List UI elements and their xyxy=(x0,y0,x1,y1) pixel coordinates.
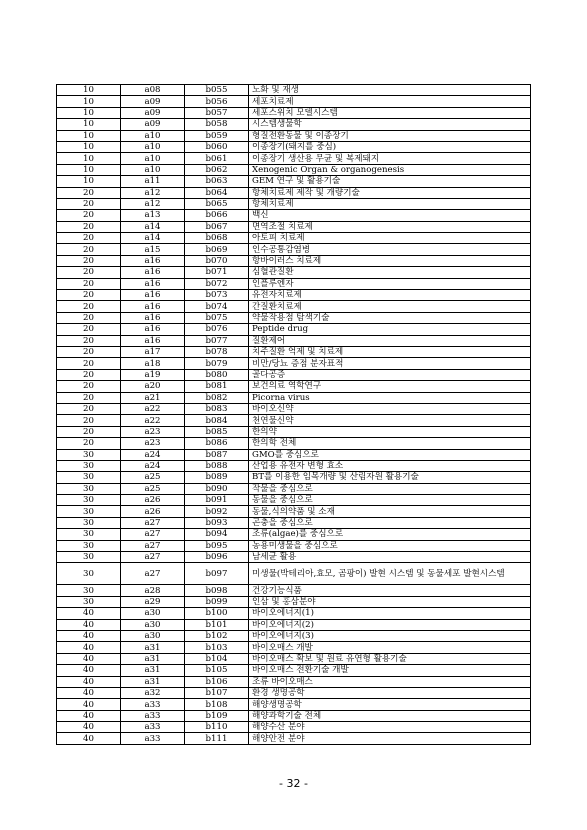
mid-code-cell: a27 xyxy=(121,540,185,551)
title-cell: 시스템생물학 xyxy=(249,119,531,130)
sub-code-cell: b078 xyxy=(185,346,249,357)
page-number: - 32 - xyxy=(279,777,308,790)
table-row xyxy=(57,290,531,301)
table-row xyxy=(57,710,531,721)
sub-code-cell: b062 xyxy=(185,164,249,175)
mid-code-cell: a12 xyxy=(121,198,185,209)
table-row xyxy=(57,85,531,96)
sub-code-cell: b055 xyxy=(185,85,249,96)
mid-code-cell: a33 xyxy=(121,722,185,733)
table-row xyxy=(57,312,531,323)
table-row xyxy=(57,596,531,607)
sub-code-cell: b066 xyxy=(185,210,249,221)
title-cell: 약물작용점 탐색기술 xyxy=(249,312,531,323)
level-code-cell: 30 xyxy=(57,495,121,506)
mid-code-cell: a15 xyxy=(121,244,185,255)
level-code-cell: 10 xyxy=(57,141,121,152)
table-row xyxy=(57,176,531,187)
sub-code-cell: b105 xyxy=(185,665,249,676)
table-row xyxy=(57,119,531,130)
sub-code-cell: b069 xyxy=(185,244,249,255)
title-cell: Peptide drug xyxy=(249,324,531,335)
title-cell: 노화 및 재생 xyxy=(249,85,531,96)
sub-code-cell: b096 xyxy=(185,552,249,563)
sub-code-cell: b077 xyxy=(185,335,249,346)
sub-code-cell: b085 xyxy=(185,426,249,437)
table-row xyxy=(57,699,531,710)
title-cell: 아토피 치료제 xyxy=(249,233,531,244)
table-row xyxy=(57,460,531,471)
title-cell: 간질환치료제 xyxy=(249,301,531,312)
level-code-cell: 40 xyxy=(57,608,121,619)
mid-code-cell: a13 xyxy=(121,210,185,221)
mid-code-cell: a29 xyxy=(121,596,185,607)
title-cell: 인수공통감염병 xyxy=(249,244,531,255)
title-cell: 인삼 및 홍삼분야 xyxy=(249,596,531,607)
title-cell: 바이오신약 xyxy=(249,403,531,414)
table-row xyxy=(57,687,531,698)
level-code-cell: 20 xyxy=(57,335,121,346)
sub-code-cell: b061 xyxy=(185,153,249,164)
level-code-cell: 40 xyxy=(57,676,121,687)
title-cell: 이종장기(돼지를 중심) xyxy=(249,141,531,152)
mid-code-cell: a21 xyxy=(121,392,185,403)
level-code-cell: 10 xyxy=(57,164,121,175)
sub-code-cell: b101 xyxy=(185,619,249,630)
title-cell: 인플루엔자 xyxy=(249,278,531,289)
sub-code-cell: b084 xyxy=(185,415,249,426)
table-row xyxy=(57,563,531,585)
mid-code-cell: a09 xyxy=(121,119,185,130)
table-row xyxy=(57,630,531,641)
table-row xyxy=(57,653,531,664)
level-code-cell: 20 xyxy=(57,369,121,380)
title-cell: 해양수산 분야 xyxy=(249,722,531,733)
level-code-cell: 30 xyxy=(57,449,121,460)
level-code-cell: 20 xyxy=(57,392,121,403)
table-row xyxy=(57,540,531,551)
mid-code-cell: a12 xyxy=(121,187,185,198)
title-cell: 농용미생물을 중심으로 xyxy=(249,540,531,551)
level-code-cell: 20 xyxy=(57,210,121,221)
sub-code-cell: b071 xyxy=(185,267,249,278)
title-cell: Xenogenic Organ & organogenesis xyxy=(249,164,531,175)
sub-code-cell: b057 xyxy=(185,107,249,118)
sub-code-cell: b104 xyxy=(185,653,249,664)
table-row xyxy=(57,210,531,221)
level-code-cell: 40 xyxy=(57,653,121,664)
level-code-cell: 20 xyxy=(57,312,121,323)
mid-code-cell: a31 xyxy=(121,665,185,676)
table-row xyxy=(57,335,531,346)
sub-code-cell: b080 xyxy=(185,369,249,380)
sub-code-cell: b073 xyxy=(185,290,249,301)
title-cell: 미생물(박테리아,효모, 곰팡이) 발현 시스템 및 동물세포 발현시스템 xyxy=(249,563,531,585)
sub-code-cell: b070 xyxy=(185,255,249,266)
mid-code-cell: a16 xyxy=(121,335,185,346)
level-code-cell: 10 xyxy=(57,130,121,141)
title-cell: Picorna virus xyxy=(249,392,531,403)
mid-code-cell: a17 xyxy=(121,346,185,357)
level-code-cell: 40 xyxy=(57,722,121,733)
table-row xyxy=(57,438,531,449)
table-row xyxy=(57,722,531,733)
sub-code-cell: b058 xyxy=(185,119,249,130)
title-cell: 바이오에너지(1) xyxy=(249,608,531,619)
level-code-cell: 10 xyxy=(57,107,121,118)
mid-code-cell: a22 xyxy=(121,415,185,426)
title-cell: 해양생명공학 xyxy=(249,699,531,710)
title-cell: 백신 xyxy=(249,210,531,221)
title-cell: BT를 이용한 임목개량 및 산림자원 활용기술 xyxy=(249,472,531,483)
mid-code-cell: a25 xyxy=(121,483,185,494)
table-row xyxy=(57,255,531,266)
mid-code-cell: a14 xyxy=(121,233,185,244)
mid-code-cell: a23 xyxy=(121,438,185,449)
table-row xyxy=(57,403,531,414)
level-code-cell: 30 xyxy=(57,517,121,528)
title-cell: 바이오매스 개발 xyxy=(249,642,531,653)
table-row xyxy=(57,324,531,335)
level-code-cell: 10 xyxy=(57,96,121,107)
level-code-cell: 30 xyxy=(57,472,121,483)
code-table xyxy=(56,84,531,745)
table-row xyxy=(57,278,531,289)
level-code-cell: 30 xyxy=(57,460,121,471)
level-code-cell: 40 xyxy=(57,733,121,744)
table-row xyxy=(57,415,531,426)
mid-code-cell: a11 xyxy=(121,176,185,187)
code-table-body xyxy=(57,85,531,745)
title-cell: 질환제어 xyxy=(249,335,531,346)
mid-code-cell: a19 xyxy=(121,369,185,380)
table-row xyxy=(57,244,531,255)
level-code-cell: 10 xyxy=(57,119,121,130)
table-row xyxy=(57,676,531,687)
mid-code-cell: a20 xyxy=(121,381,185,392)
title-cell: 해양과학기술 전체 xyxy=(249,710,531,721)
table-row xyxy=(57,642,531,653)
mid-code-cell: a14 xyxy=(121,221,185,232)
mid-code-cell: a33 xyxy=(121,699,185,710)
table-row xyxy=(57,346,531,357)
level-code-cell: 40 xyxy=(57,630,121,641)
table-row xyxy=(57,472,531,483)
title-cell: 비만/당뇨 증점 분자표적 xyxy=(249,358,531,369)
mid-code-cell: a32 xyxy=(121,687,185,698)
mid-code-cell: a10 xyxy=(121,141,185,152)
level-code-cell: 20 xyxy=(57,438,121,449)
level-code-cell: 30 xyxy=(57,585,121,596)
title-cell: 바이오매스 전환기술 개발 xyxy=(249,665,531,676)
mid-code-cell: a16 xyxy=(121,290,185,301)
table-row xyxy=(57,187,531,198)
sub-code-cell: b093 xyxy=(185,517,249,528)
title-cell: 조류(algae)를 중심으로 xyxy=(249,529,531,540)
title-cell: 곤충을 중심으로 xyxy=(249,517,531,528)
title-cell: GMO를 중심으로 xyxy=(249,449,531,460)
mid-code-cell: a16 xyxy=(121,255,185,266)
mid-code-cell: a28 xyxy=(121,585,185,596)
mid-code-cell: a31 xyxy=(121,653,185,664)
mid-code-cell: a31 xyxy=(121,642,185,653)
level-code-cell: 20 xyxy=(57,233,121,244)
title-cell: 조류 바이오매스 xyxy=(249,676,531,687)
mid-code-cell: a22 xyxy=(121,403,185,414)
mid-code-cell: a33 xyxy=(121,733,185,744)
table-row xyxy=(57,107,531,118)
level-code-cell: 40 xyxy=(57,710,121,721)
title-cell: 한의학 전체 xyxy=(249,438,531,449)
sub-code-cell: b110 xyxy=(185,722,249,733)
level-code-cell: 20 xyxy=(57,244,121,255)
table-row xyxy=(57,665,531,676)
title-cell: 작물을 중심으로 xyxy=(249,483,531,494)
title-cell: 치주질환 억제 및 치료제 xyxy=(249,346,531,357)
table-row xyxy=(57,517,531,528)
mid-code-cell: a10 xyxy=(121,164,185,175)
mid-code-cell: a26 xyxy=(121,506,185,517)
sub-code-cell: b074 xyxy=(185,301,249,312)
sub-code-cell: b103 xyxy=(185,642,249,653)
level-code-cell: 20 xyxy=(57,221,121,232)
title-cell: 유전자치료제 xyxy=(249,290,531,301)
table-row xyxy=(57,608,531,619)
level-code-cell: 20 xyxy=(57,187,121,198)
sub-code-cell: b087 xyxy=(185,449,249,460)
sub-code-cell: b063 xyxy=(185,176,249,187)
mid-code-cell: a30 xyxy=(121,608,185,619)
title-cell: 세포치료제 xyxy=(249,96,531,107)
sub-code-cell: b090 xyxy=(185,483,249,494)
sub-code-cell: b109 xyxy=(185,710,249,721)
table-row xyxy=(57,198,531,209)
table-row xyxy=(57,267,531,278)
sub-code-cell: b072 xyxy=(185,278,249,289)
mid-code-cell: a16 xyxy=(121,324,185,335)
title-cell: 해양안전 분야 xyxy=(249,733,531,744)
level-code-cell: 40 xyxy=(57,665,121,676)
mid-code-cell: a24 xyxy=(121,460,185,471)
level-code-cell: 20 xyxy=(57,415,121,426)
sub-code-cell: b075 xyxy=(185,312,249,323)
table-row xyxy=(57,619,531,630)
table-row xyxy=(57,130,531,141)
level-code-cell: 20 xyxy=(57,267,121,278)
level-code-cell: 20 xyxy=(57,301,121,312)
level-code-cell: 10 xyxy=(57,176,121,187)
level-code-cell: 30 xyxy=(57,563,121,585)
mid-code-cell: a16 xyxy=(121,312,185,323)
sub-code-cell: b059 xyxy=(185,130,249,141)
title-cell: 형질전환동물 및 이종장기 xyxy=(249,130,531,141)
mid-code-cell: a10 xyxy=(121,153,185,164)
sub-code-cell: b111 xyxy=(185,733,249,744)
level-code-cell: 20 xyxy=(57,278,121,289)
table-row xyxy=(57,233,531,244)
table-row xyxy=(57,529,531,540)
sub-code-cell: b098 xyxy=(185,585,249,596)
mid-code-cell: a25 xyxy=(121,472,185,483)
sub-code-cell: b068 xyxy=(185,233,249,244)
title-cell: 바이오에너지(3) xyxy=(249,630,531,641)
title-cell: 산업용 유전자 변형 효소 xyxy=(249,460,531,471)
title-cell: 천연물신약 xyxy=(249,415,531,426)
mid-code-cell: a33 xyxy=(121,710,185,721)
level-code-cell: 20 xyxy=(57,324,121,335)
table-row xyxy=(57,495,531,506)
table-row xyxy=(57,483,531,494)
table-row xyxy=(57,153,531,164)
level-code-cell: 20 xyxy=(57,198,121,209)
table-row xyxy=(57,96,531,107)
mid-code-cell: a16 xyxy=(121,278,185,289)
sub-code-cell: b094 xyxy=(185,529,249,540)
sub-code-cell: b086 xyxy=(185,438,249,449)
sub-code-cell: b102 xyxy=(185,630,249,641)
mid-code-cell: a31 xyxy=(121,676,185,687)
mid-code-cell: a23 xyxy=(121,426,185,437)
sub-code-cell: b099 xyxy=(185,596,249,607)
mid-code-cell: a10 xyxy=(121,130,185,141)
sub-code-cell: b100 xyxy=(185,608,249,619)
sub-code-cell: b095 xyxy=(185,540,249,551)
title-cell: 바이오에너지(2) xyxy=(249,619,531,630)
sub-code-cell: b056 xyxy=(185,96,249,107)
table-row xyxy=(57,426,531,437)
title-cell: 세포스위치 모델시스템 xyxy=(249,107,531,118)
table-row xyxy=(57,141,531,152)
level-code-cell: 20 xyxy=(57,346,121,357)
sub-code-cell: b089 xyxy=(185,472,249,483)
title-cell: 바이오매스 확보 및 원료 유연형 활용기술 xyxy=(249,653,531,664)
sub-code-cell: b108 xyxy=(185,699,249,710)
mid-code-cell: a30 xyxy=(121,630,185,641)
table-row xyxy=(57,221,531,232)
sub-code-cell: b083 xyxy=(185,403,249,414)
level-code-cell: 40 xyxy=(57,687,121,698)
title-cell: 동물,식의약품 및 소재 xyxy=(249,506,531,517)
mid-code-cell: a27 xyxy=(121,529,185,540)
level-code-cell: 30 xyxy=(57,540,121,551)
level-code-cell: 20 xyxy=(57,381,121,392)
mid-code-cell: a27 xyxy=(121,563,185,585)
sub-code-cell: b067 xyxy=(185,221,249,232)
table-row xyxy=(57,449,531,460)
level-code-cell: 30 xyxy=(57,529,121,540)
sub-code-cell: b076 xyxy=(185,324,249,335)
level-code-cell: 40 xyxy=(57,699,121,710)
sub-code-cell: b064 xyxy=(185,187,249,198)
mid-code-cell: a09 xyxy=(121,96,185,107)
level-code-cell: 10 xyxy=(57,153,121,164)
level-code-cell: 20 xyxy=(57,290,121,301)
level-code-cell: 10 xyxy=(57,85,121,96)
level-code-cell: 30 xyxy=(57,552,121,563)
sub-code-cell: b088 xyxy=(185,460,249,471)
title-cell: 건강기능식품 xyxy=(249,585,531,596)
sub-code-cell: b097 xyxy=(185,563,249,585)
mid-code-cell: a24 xyxy=(121,449,185,460)
sub-code-cell: b092 xyxy=(185,506,249,517)
title-cell: 남세균 활용 xyxy=(249,552,531,563)
title-cell: 심혈관질환 xyxy=(249,267,531,278)
title-cell: 동물을 중심으로 xyxy=(249,495,531,506)
level-code-cell: 20 xyxy=(57,403,121,414)
sub-code-cell: b065 xyxy=(185,198,249,209)
mid-code-cell: a16 xyxy=(121,267,185,278)
table-row xyxy=(57,301,531,312)
title-cell: 항체치료제 제작 및 개량기술 xyxy=(249,187,531,198)
sub-code-cell: b081 xyxy=(185,381,249,392)
sub-code-cell: b079 xyxy=(185,358,249,369)
title-cell: 환경 생명공학 xyxy=(249,687,531,698)
mid-code-cell: a09 xyxy=(121,107,185,118)
sub-code-cell: b091 xyxy=(185,495,249,506)
level-code-cell: 20 xyxy=(57,358,121,369)
mid-code-cell: a27 xyxy=(121,517,185,528)
title-cell: 면역조절 치료제 xyxy=(249,221,531,232)
title-cell: 항바이러스 치료제 xyxy=(249,255,531,266)
table-row xyxy=(57,506,531,517)
table-row xyxy=(57,733,531,744)
level-code-cell: 30 xyxy=(57,506,121,517)
mid-code-cell: a16 xyxy=(121,301,185,312)
table-row xyxy=(57,369,531,380)
title-cell: 골다공증 xyxy=(249,369,531,380)
mid-code-cell: a08 xyxy=(121,85,185,96)
table-row xyxy=(57,392,531,403)
level-code-cell: 20 xyxy=(57,426,121,437)
title-cell: 이종장기 생산용 무균 및 복제돼지 xyxy=(249,153,531,164)
level-code-cell: 40 xyxy=(57,642,121,653)
sub-code-cell: b060 xyxy=(185,141,249,152)
title-cell: 보건의료 역학연구 xyxy=(249,381,531,392)
title-cell: GEM 연구 및 활용기술 xyxy=(249,176,531,187)
level-code-cell: 20 xyxy=(57,255,121,266)
sub-code-cell: b106 xyxy=(185,676,249,687)
sub-code-cell: b107 xyxy=(185,687,249,698)
level-code-cell: 40 xyxy=(57,619,121,630)
mid-code-cell: a26 xyxy=(121,495,185,506)
mid-code-cell: a30 xyxy=(121,619,185,630)
sub-code-cell: b082 xyxy=(185,392,249,403)
table-row xyxy=(57,164,531,175)
mid-code-cell: a18 xyxy=(121,358,185,369)
title-cell: 항체치료제 xyxy=(249,198,531,209)
table-row xyxy=(57,358,531,369)
table-row xyxy=(57,552,531,563)
table-row xyxy=(57,381,531,392)
mid-code-cell: a27 xyxy=(121,552,185,563)
level-code-cell: 30 xyxy=(57,596,121,607)
level-code-cell: 30 xyxy=(57,483,121,494)
table-row xyxy=(57,585,531,596)
title-cell: 한의약 xyxy=(249,426,531,437)
